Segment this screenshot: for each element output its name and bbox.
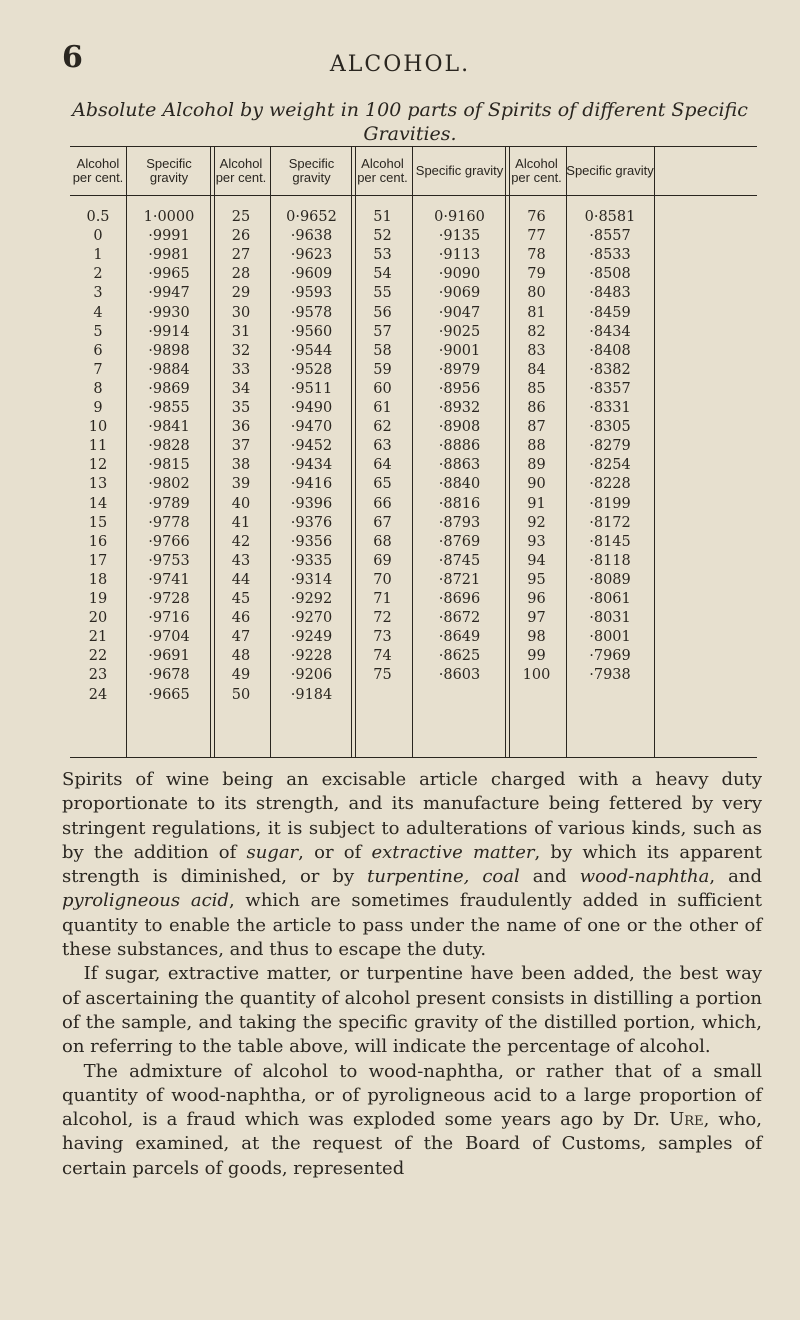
alcohol-per-cent-cell: 0.5 bbox=[86, 209, 110, 225]
alcohol-per-cent-cell: 18 bbox=[88, 571, 108, 588]
specific-gravity-cell: ·8932 bbox=[438, 400, 481, 416]
alcohol-per-cent-cell: 96 bbox=[527, 591, 546, 607]
specific-gravity-cell: ·8816 bbox=[438, 495, 481, 512]
alcohol-per-cent-cell: 55 bbox=[373, 285, 392, 302]
alcohol-per-cent-cell: 22 bbox=[88, 648, 108, 665]
specific-gravity-cell: ·8696 bbox=[438, 591, 481, 607]
specific-gravity-cell: ·9609 bbox=[290, 266, 333, 283]
specific-gravity-cell: ·9511 bbox=[290, 380, 333, 397]
alcohol-per-cent-cell: 1 bbox=[93, 247, 103, 264]
emphasized-term: pyroligneous acid bbox=[62, 890, 229, 912]
alcohol-per-cent-cell: 9 bbox=[93, 400, 103, 416]
specific-gravity-cell: ·9452 bbox=[290, 438, 333, 455]
specific-gravity-cell: ·9249 bbox=[290, 629, 333, 646]
specific-gravity-cell: ·9965 bbox=[148, 266, 190, 283]
specific-gravity-cell: ·9270 bbox=[290, 610, 333, 627]
specific-gravity-cell: ·8408 bbox=[589, 342, 631, 359]
header-specific-gravity: Specific gravity bbox=[146, 156, 192, 185]
alcohol-per-cent-cell: 48 bbox=[231, 648, 251, 665]
table-column-rule bbox=[654, 147, 655, 757]
alcohol-per-cent-cell: 91 bbox=[527, 495, 546, 512]
header-alcohol-per-cent: Alcohol per cent. bbox=[215, 156, 267, 185]
alcohol-per-cent-cell: 56 bbox=[373, 304, 392, 321]
alcohol-per-cent-cell: 77 bbox=[527, 228, 546, 245]
alcohol-per-cent-cell: 51 bbox=[373, 209, 392, 225]
alcohol-per-cent-cell: 39 bbox=[231, 476, 251, 493]
specific-gravity-cell: ·9789 bbox=[148, 495, 190, 512]
alcohol-per-cent-cell: 60 bbox=[373, 380, 392, 397]
alcohol-per-cent-cell: 20 bbox=[88, 610, 108, 627]
specific-gravity-cell: ·8228 bbox=[589, 476, 631, 493]
alcohol-per-cent-cell: 67 bbox=[373, 514, 392, 531]
specific-gravity-cell: ·9228 bbox=[290, 648, 333, 665]
specific-gravity-cell: ·9025 bbox=[438, 323, 481, 340]
alcohol-per-cent-cell: 15 bbox=[88, 514, 108, 531]
alcohol-per-cent-cell: 65 bbox=[373, 476, 392, 493]
specific-gravity-cell: ·8793 bbox=[438, 514, 481, 531]
specific-gravity-cell: ·9376 bbox=[290, 514, 333, 531]
alcohol-per-cent-cell: 95 bbox=[527, 571, 546, 588]
alcohol-per-cent-cell: 5 bbox=[93, 323, 103, 340]
specific-gravity-table bbox=[70, 146, 757, 758]
specific-gravity-cell: ·9930 bbox=[148, 304, 190, 321]
alcohol-per-cent-cell: 3 bbox=[93, 285, 103, 302]
alcohol-per-cent-cell: 16 bbox=[88, 533, 108, 550]
specific-gravity-cell: ·8279 bbox=[589, 438, 631, 455]
alcohol-per-cent-cell: 76 bbox=[527, 209, 546, 225]
specific-gravity-cell: ·9716 bbox=[148, 610, 190, 627]
specific-gravity-cell: ·9884 bbox=[148, 361, 190, 378]
specific-gravity-cell: ·7969 bbox=[589, 648, 631, 665]
specific-gravity-cell: ·9678 bbox=[148, 667, 190, 684]
alcohol-per-cent-cell: 57 bbox=[373, 323, 392, 340]
specific-gravity-cell: ·8254 bbox=[589, 457, 631, 474]
alcohol-per-cent-cell: 45 bbox=[231, 591, 251, 607]
specific-gravity-cell: ·9665 bbox=[148, 686, 190, 703]
specific-gravity-cell: ·9802 bbox=[148, 476, 190, 493]
alcohol-per-cent-cell: 4 bbox=[93, 304, 103, 321]
specific-gravity-cell: ·9047 bbox=[438, 304, 481, 321]
specific-gravity-cell: ·9914 bbox=[148, 323, 190, 340]
specific-gravity-cell: ·9113 bbox=[438, 247, 481, 264]
alcohol-per-cent-cell: 73 bbox=[373, 629, 392, 646]
emphasized-term: wood-naphtha bbox=[579, 866, 710, 888]
specific-gravity-cell: ·9741 bbox=[148, 571, 190, 588]
specific-gravity-cell: ·8331 bbox=[589, 400, 631, 416]
alcohol-per-cent-cell: 30 bbox=[231, 304, 251, 321]
text-run: If sugar, extractive matter, or turpentine have been added, the best way of ascertaining the quantity of alcohol present consists in distilling a portion of the sample, and taking the specific gravity of the distilled portion, which, on referring to the table above, will indicate the percentage of alcohol. bbox=[62, 963, 762, 1058]
paragraph bbox=[62, 962, 762, 1059]
specific-gravity-cell: ·8557 bbox=[589, 228, 631, 245]
specific-gravity-cell: ·8031 bbox=[589, 610, 631, 627]
alcohol-per-cent-cell: 14 bbox=[88, 495, 108, 512]
alcohol-per-cent-cell: 17 bbox=[88, 552, 108, 569]
text-run: and bbox=[519, 866, 580, 888]
specific-gravity-cell: ·9855 bbox=[148, 400, 190, 416]
alcohol-per-cent-cell: 83 bbox=[527, 342, 546, 359]
specific-gravity-cell: ·9135 bbox=[438, 228, 481, 245]
alcohol-per-cent-cell: 99 bbox=[527, 648, 546, 665]
specific-gravity-cell: ·9434 bbox=[290, 457, 333, 474]
specific-gravity-cell: 0·9652 bbox=[286, 209, 337, 225]
specific-gravity-cell: ·8886 bbox=[438, 438, 481, 455]
specific-gravity-cell: ·9766 bbox=[148, 533, 190, 550]
specific-gravity-cell: ·9470 bbox=[290, 419, 333, 436]
alcohol-per-cent-cell: 29 bbox=[231, 285, 251, 302]
specific-gravity-cell: ·9001 bbox=[438, 342, 481, 359]
specific-gravity-cell: ·9753 bbox=[148, 552, 190, 569]
specific-gravity-cell: ·8840 bbox=[438, 476, 481, 493]
specific-gravity-cell: ·9869 bbox=[148, 380, 190, 397]
alcohol-per-cent-cell: 6 bbox=[93, 342, 103, 359]
alcohol-per-cent-cell: 50 bbox=[231, 686, 251, 703]
specific-gravity-cell: ·9623 bbox=[290, 247, 333, 264]
alcohol-per-cent-cell: 71 bbox=[373, 591, 392, 607]
alcohol-per-cent-cell: 46 bbox=[231, 610, 251, 627]
alcohol-per-cent-cell: 43 bbox=[231, 552, 251, 569]
specific-gravity-cell: ·8979 bbox=[438, 361, 481, 378]
alcohol-per-cent-cell: 19 bbox=[88, 591, 108, 607]
header-alcohol-per-cent: Alcohol per cent. bbox=[72, 156, 124, 185]
specific-gravity-cell: ·8745 bbox=[438, 552, 481, 569]
alcohol-per-cent-cell: 35 bbox=[231, 400, 251, 416]
alcohol-per-cent-cell: 72 bbox=[373, 610, 392, 627]
alcohol-per-cent-cell: 88 bbox=[527, 438, 546, 455]
alcohol-per-cent-cell: 7 bbox=[93, 361, 103, 378]
alcohol-per-cent-cell: 79 bbox=[527, 266, 546, 283]
alcohol-per-cent-cell: 87 bbox=[527, 419, 546, 436]
alcohol-per-cent-cell: 10 bbox=[88, 419, 108, 436]
specific-gravity-cell: ·9691 bbox=[148, 648, 190, 665]
alcohol-per-cent-cell: 11 bbox=[88, 438, 108, 455]
alcohol-per-cent-cell: 27 bbox=[231, 247, 251, 264]
specific-gravity-cell: ·8382 bbox=[589, 361, 631, 378]
specific-gravity-cell: ·9981 bbox=[148, 247, 190, 264]
alcohol-per-cent-cell: 97 bbox=[527, 610, 546, 627]
specific-gravity-cell: ·9335 bbox=[290, 552, 333, 569]
specific-gravity-cell: ·9593 bbox=[290, 285, 333, 302]
alcohol-per-cent-cell: 31 bbox=[231, 323, 251, 340]
alcohol-per-cent-cell: 34 bbox=[231, 380, 251, 397]
alcohol-per-cent-cell: 62 bbox=[373, 419, 392, 436]
specific-gravity-cell: ·9292 bbox=[290, 591, 333, 607]
specific-gravity-cell: ·8603 bbox=[438, 667, 481, 684]
specific-gravity-cell: 1·0000 bbox=[143, 209, 195, 225]
alcohol-per-cent-cell: 74 bbox=[373, 648, 392, 665]
alcohol-per-cent-cell: 28 bbox=[231, 266, 251, 283]
emphasized-term: sugar bbox=[246, 841, 299, 863]
alcohol-per-cent-cell: 61 bbox=[373, 400, 392, 416]
specific-gravity-cell: ·9396 bbox=[290, 495, 333, 512]
specific-gravity-cell: ·9578 bbox=[290, 304, 333, 321]
alcohol-per-cent-cell: 44 bbox=[231, 571, 251, 588]
header-specific-gravity: Specific gravity bbox=[566, 163, 654, 178]
specific-gravity-cell: ·9898 bbox=[148, 342, 190, 359]
alcohol-per-cent-cell: 93 bbox=[527, 533, 546, 550]
alcohol-per-cent-cell: 33 bbox=[231, 361, 251, 378]
alcohol-per-cent-cell: 94 bbox=[527, 552, 546, 569]
specific-gravity-cell: ·8483 bbox=[589, 285, 631, 302]
alcohol-per-cent-cell: 70 bbox=[373, 571, 392, 588]
header-alcohol-per-cent: Alcohol per cent. bbox=[511, 156, 562, 185]
specific-gravity-cell: ·9356 bbox=[290, 533, 333, 550]
specific-gravity-cell: ·8172 bbox=[589, 514, 631, 531]
emphasized-term: turpentine, coal bbox=[367, 866, 520, 888]
alcohol-per-cent-cell: 64 bbox=[373, 457, 392, 474]
body-text bbox=[62, 768, 762, 1181]
specific-gravity-cell: ·9069 bbox=[438, 285, 481, 302]
alcohol-per-cent-cell: 8 bbox=[93, 380, 103, 397]
alcohol-per-cent-cell: 24 bbox=[88, 686, 108, 703]
text-run: , by which its apparent strength is diminished, or by bbox=[62, 841, 762, 888]
specific-gravity-cell: ·9841 bbox=[148, 419, 190, 436]
alcohol-per-cent-cell: 85 bbox=[527, 380, 546, 397]
alcohol-per-cent-cell: 63 bbox=[373, 438, 392, 455]
alcohol-per-cent-cell: 52 bbox=[373, 228, 392, 245]
specific-gravity-cell: 0·8581 bbox=[584, 209, 636, 225]
alcohol-per-cent-cell: 98 bbox=[527, 629, 546, 646]
alcohol-per-cent-cell: 41 bbox=[231, 514, 251, 531]
alcohol-per-cent-cell: 2 bbox=[93, 266, 103, 283]
paragraph bbox=[62, 1060, 762, 1181]
specific-gravity-cell: ·8089 bbox=[589, 571, 631, 588]
text-run: , or of bbox=[298, 841, 372, 863]
specific-gravity-cell: ·8305 bbox=[589, 419, 631, 436]
specific-gravity-cell: ·9815 bbox=[148, 457, 190, 474]
header-alcohol-per-cent: Alcohol per cent. bbox=[357, 156, 408, 185]
specific-gravity-cell: ·9638 bbox=[290, 228, 333, 245]
paragraph bbox=[62, 768, 762, 962]
alcohol-per-cent-cell: 58 bbox=[373, 342, 392, 359]
specific-gravity-cell: ·9416 bbox=[290, 476, 333, 493]
alcohol-per-cent-cell: 86 bbox=[527, 400, 546, 416]
specific-gravity-cell: ·8956 bbox=[438, 380, 481, 397]
alcohol-per-cent-cell: 47 bbox=[231, 629, 251, 646]
alcohol-per-cent-cell: 59 bbox=[373, 361, 392, 378]
specific-gravity-cell: ·9490 bbox=[290, 400, 333, 416]
alcohol-per-cent-cell: 26 bbox=[231, 228, 251, 245]
page-number: 6 bbox=[62, 40, 83, 75]
specific-gravity-cell: ·8001 bbox=[589, 629, 631, 646]
alcohol-per-cent-cell: 78 bbox=[527, 247, 546, 264]
alcohol-per-cent-cell: 37 bbox=[231, 438, 251, 455]
specific-gravity-cell: ·9828 bbox=[148, 438, 190, 455]
alcohol-per-cent-cell: 66 bbox=[373, 495, 392, 512]
running-head: ALCOHOL. bbox=[329, 52, 471, 77]
alcohol-per-cent-cell: 90 bbox=[527, 476, 546, 493]
text-run: , and bbox=[709, 866, 762, 888]
text-run: The admixture of alcohol to wood-naphtha, or rather that of a small quantity of wood-naphtha, or of pyroligneous acid to a large proportion of alcohol, is a fraud which was exploded some years ago by Dr. bbox=[62, 1060, 762, 1131]
specific-gravity-cell: ·9206 bbox=[290, 667, 333, 684]
alcohol-per-cent-cell: 25 bbox=[231, 209, 251, 225]
specific-gravity-cell: ·9314 bbox=[290, 571, 333, 588]
specific-gravity-cell: ·8908 bbox=[438, 419, 481, 436]
alcohol-per-cent-cell: 54 bbox=[373, 266, 392, 283]
alcohol-per-cent-cell: 80 bbox=[527, 285, 546, 302]
text-run: , who, having examined, at the request of the Board of Customs, samples of certain parcels of goods, represented bbox=[62, 1109, 762, 1179]
specific-gravity-cell: 0·9160 bbox=[434, 209, 485, 225]
specific-gravity-cell: ·9728 bbox=[148, 591, 190, 607]
text-run: , which are sometimes fraudulently added in sufficient quantity to enable the article to pass under the name of one or the other of these substances, and thus to escape the duty. bbox=[62, 890, 762, 961]
alcohol-per-cent-cell: 53 bbox=[373, 247, 392, 264]
specific-gravity-cell: ·8649 bbox=[438, 629, 481, 646]
specific-gravity-cell: ·8118 bbox=[589, 552, 631, 569]
alcohol-per-cent-cell: 12 bbox=[88, 457, 108, 474]
specific-gravity-cell: ·8459 bbox=[589, 304, 631, 321]
specific-gravity-cell: ·8434 bbox=[589, 323, 631, 340]
alcohol-per-cent-cell: 92 bbox=[527, 514, 546, 531]
specific-gravity-cell: ·9704 bbox=[148, 629, 190, 646]
specific-gravity-cell: ·9090 bbox=[438, 266, 481, 283]
alcohol-per-cent-cell: 13 bbox=[88, 476, 108, 493]
specific-gravity-cell: ·8672 bbox=[438, 610, 481, 627]
specific-gravity-cell: ·9947 bbox=[148, 285, 190, 302]
specific-gravity-cell: ·8625 bbox=[438, 648, 481, 665]
specific-gravity-cell: ·9991 bbox=[148, 228, 190, 245]
alcohol-per-cent-cell: 0 bbox=[93, 228, 103, 245]
alcohol-per-cent-cell: 100 bbox=[522, 667, 551, 684]
alcohol-per-cent-cell: 89 bbox=[527, 457, 546, 474]
specific-gravity-cell: ·9528 bbox=[290, 361, 333, 378]
specific-gravity-cell: ·8769 bbox=[438, 533, 481, 550]
text-run: Spirits of wine being an excisable article charged with a heavy duty proportionate to its strength, and its manufacture being fettered by very stringent regulations, it is subject to adulterations of various kinds, such as by the addition of bbox=[62, 769, 762, 863]
specific-gravity-cell: ·8199 bbox=[589, 495, 631, 512]
specific-gravity-cell: ·7938 bbox=[589, 667, 631, 684]
alcohol-per-cent-cell: 21 bbox=[88, 629, 108, 646]
specific-gravity-cell: ·8145 bbox=[589, 533, 631, 550]
text-run: Ure bbox=[669, 1109, 704, 1131]
alcohol-per-cent-cell: 82 bbox=[527, 323, 546, 340]
specific-gravity-cell: ·8061 bbox=[589, 591, 631, 607]
specific-gravity-cell: ·9778 bbox=[148, 514, 190, 531]
alcohol-per-cent-cell: 69 bbox=[373, 552, 392, 569]
header-specific-gravity: Specific gravity bbox=[288, 156, 335, 185]
specific-gravity-cell: ·9560 bbox=[290, 323, 333, 340]
specific-gravity-cell: ·8357 bbox=[589, 380, 631, 397]
alcohol-per-cent-cell: 49 bbox=[231, 667, 251, 684]
specific-gravity-cell: ·9544 bbox=[290, 342, 333, 359]
emphasized-term: extractive matter bbox=[371, 841, 535, 863]
alcohol-per-cent-cell: 84 bbox=[527, 361, 546, 378]
specific-gravity-cell: ·8533 bbox=[589, 247, 631, 264]
header-specific-gravity: Specific gravity bbox=[415, 163, 504, 178]
alcohol-per-cent-cell: 32 bbox=[231, 342, 251, 359]
alcohol-per-cent-cell: 68 bbox=[373, 533, 392, 550]
alcohol-per-cent-cell: 40 bbox=[231, 495, 251, 512]
alcohol-per-cent-cell: 38 bbox=[231, 457, 251, 474]
alcohol-per-cent-cell: 75 bbox=[373, 667, 392, 684]
specific-gravity-cell: ·9184 bbox=[290, 686, 333, 703]
specific-gravity-cell: ·8863 bbox=[438, 457, 481, 474]
table-caption: Absolute Alcohol by weight in 100 parts of Spirits of different Specific Gravities. bbox=[72, 99, 748, 145]
alcohol-per-cent-cell: 81 bbox=[527, 304, 546, 321]
specific-gravity-cell: ·8721 bbox=[438, 571, 481, 588]
specific-gravity-cell: ·8508 bbox=[589, 266, 631, 283]
alcohol-per-cent-cell: 42 bbox=[231, 533, 251, 550]
alcohol-per-cent-cell: 36 bbox=[231, 419, 251, 436]
alcohol-per-cent-cell: 23 bbox=[88, 667, 108, 684]
